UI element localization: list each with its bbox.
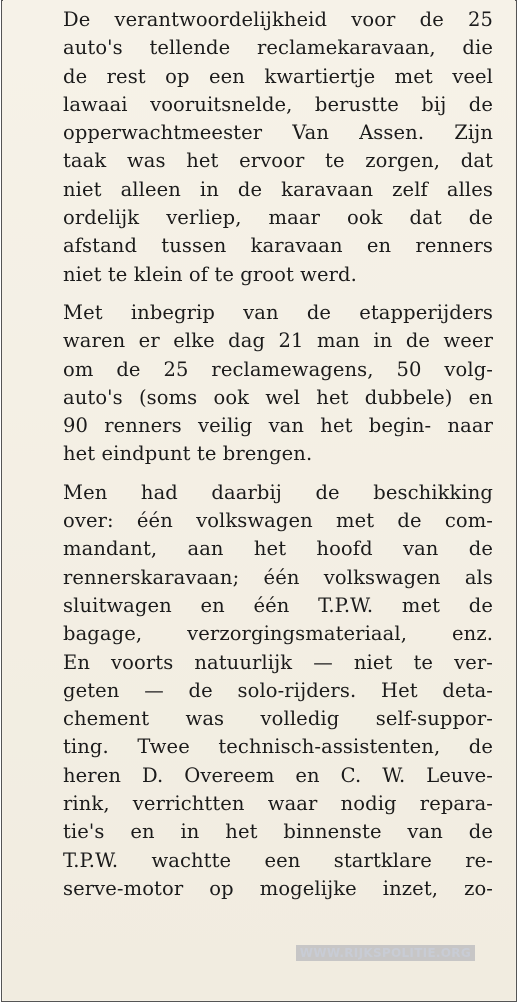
- text-line: ting. Twee technisch-assistenten, de: [63, 735, 493, 759]
- text-line: mandant, aan het hoofd van de: [63, 537, 493, 561]
- text-line: heren D. Overeem en C. W. Leuve-: [63, 763, 493, 787]
- text-line: rennerskaravaan; één volkswagen als: [63, 565, 493, 589]
- text-line: En voorts natuurlijk — niet te ver-: [63, 650, 493, 674]
- text-line: niet alleen in de karavaan zelf alles: [63, 177, 493, 201]
- text-line: auto's tellende reclamekaravaan, die: [63, 36, 493, 60]
- text-line: geten — de solo-rijders. Het deta-: [63, 678, 493, 702]
- text-line: chement was volledig self-suppor-: [63, 707, 493, 731]
- text-line: T.P.W. wachtte een startklare re-: [63, 848, 493, 872]
- text-line: tie's en in het binnenste van de: [63, 820, 493, 844]
- text-line: om de 25 reclamewagens, 50 volg-: [63, 357, 493, 381]
- text-line: serve-motor op mogelijke inzet, zo-: [63, 876, 493, 900]
- text-line: auto's (soms ook wel het dubbele) en: [63, 385, 493, 409]
- document-page: [3, 0, 515, 1000]
- text-line: Met inbegrip van de etapperijders: [63, 300, 493, 324]
- text-line: bagage, verzorgingsmateriaal, enz.: [63, 622, 493, 646]
- paragraph: [63, 299, 493, 469]
- text-line: opperwachtmeester Van Assen. Zijn: [63, 121, 493, 145]
- paragraph: [63, 6, 493, 289]
- text-column: [63, 6, 493, 913]
- text-line: De verantwoordelijkheid voor de 25: [63, 8, 493, 31]
- text-line: niet te klein of te groot werd.: [63, 262, 357, 286]
- text-line: het eindpunt te brengen.: [63, 442, 313, 466]
- watermark: WWW.RIJKSPOLITIE.ORG: [296, 945, 475, 961]
- text-line: sluitwagen en één T.P.W. met de: [63, 593, 493, 617]
- text-line: afstand tussen karavaan en renners: [63, 234, 493, 258]
- text-line: taak was het ervoor te zorgen, dat: [63, 149, 493, 173]
- text-line: over: één volkswagen met de com-: [63, 509, 493, 533]
- text-line: lawaai vooruitsnelde, berustte bij de: [63, 92, 493, 116]
- text-line: de rest op een kwartiertje met veel: [63, 64, 493, 88]
- text-line: ordelijk verliep, maar ook dat de: [63, 206, 493, 230]
- text-line: Men had daarbij de beschikking: [63, 480, 493, 504]
- text-line: rink, verrichtten waar nodig repara-: [63, 792, 493, 816]
- paragraph: [63, 479, 493, 903]
- text-line: waren er elke dag 21 man in de weer: [63, 329, 493, 353]
- text-line: 90 renners veilig van het begin- naar: [63, 414, 493, 438]
